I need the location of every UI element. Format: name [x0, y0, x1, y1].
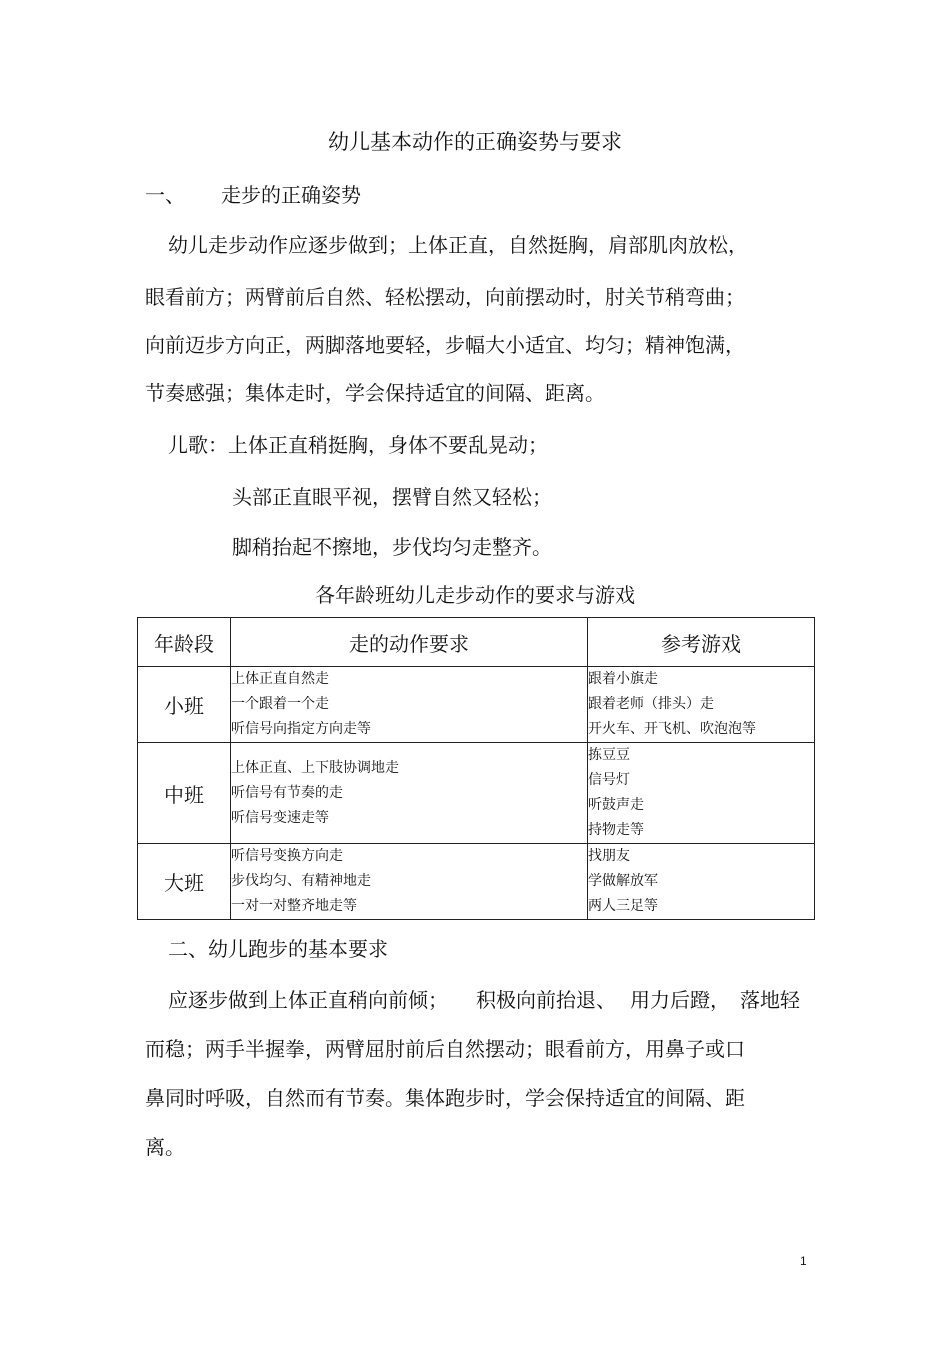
table-row — [138, 743, 815, 844]
header-requirements: 走的动作要求 — [231, 618, 588, 667]
run-paragraph-line-4: 离。 — [145, 1135, 185, 1159]
table-caption: 各年龄班幼儿走步动作的要求与游戏 — [315, 583, 635, 607]
walk-paragraph-line-2: 眼看前方；两臂前后自然、轻松摆动，向前摆动时，肘关节稍弯曲； — [145, 285, 745, 309]
table-header-row — [138, 618, 815, 667]
age-group-cell: 大班 — [138, 844, 231, 920]
page-title: 幼儿基本动作的正确姿势与要求 — [328, 130, 622, 154]
section-1-heading — [145, 179, 361, 208]
table-row — [138, 844, 815, 920]
table-row — [138, 667, 815, 743]
section-2-heading: 二、幼儿跑步的基本要求 — [168, 937, 388, 961]
rhyme-label: 儿歌： — [168, 433, 228, 457]
run-paragraph-line-1d: 落地轻 — [740, 988, 800, 1012]
run-paragraph-line-1c: 用力后蹬， — [630, 988, 730, 1012]
requirements-cell: 听信号变换方向走 步伐均匀、有精神地走 一对一对整齐地走等 — [231, 844, 588, 920]
requirements-cell: 上体正直、上下肢协调地走 听信号有节奏的走 听信号变速走等 — [231, 743, 588, 844]
rhyme-line-2: 头部正直眼平视，摆臂自然又轻松； — [232, 485, 552, 509]
run-paragraph-line-2: 而稳；两手半握拳，两臂屈肘前后自然摆动；眼看前方，用鼻子或口 — [145, 1037, 745, 1061]
walk-paragraph-line-1: 幼儿走步动作应逐步做到；上体正直，自然挺胸，肩部肌肉放松， — [168, 233, 748, 257]
age-group-cell: 小班 — [138, 667, 231, 743]
games-cell: 跟着小旗走 跟着老师（排头）走 开火车、开飞机、吹泡泡等 — [588, 667, 815, 743]
games-cell: 找朋友 学做解放军 两人三足等 — [588, 844, 815, 920]
page-number: 1 — [800, 1254, 807, 1268]
run-paragraph-line-1a: 应逐步做到上体正直稍向前倾； — [168, 988, 448, 1012]
header-games: 参考游戏 — [588, 618, 815, 667]
games-cell: 拣豆豆 信号灯 听鼓声走 持物走等 — [588, 743, 815, 844]
run-paragraph-line-3: 鼻同时呼吸，自然而有节奏。集体跑步时，学会保持适宜的间隔、距 — [145, 1086, 745, 1110]
header-age: 年龄段 — [138, 618, 231, 667]
requirements-cell: 上体正直自然走 一个跟着一个走 听信号向指定方向走等 — [231, 667, 588, 743]
section-1-number: 一、 — [145, 183, 185, 207]
rhyme-line-1: 儿歌：上体正直稍挺胸，身体不要乱晃动； — [168, 433, 548, 457]
rhyme-line-3: 脚稍抬起不擦地，步伐均匀走整齐。 — [232, 535, 552, 559]
run-paragraph-line-1b: 积极向前抬退、 — [476, 988, 616, 1012]
walking-requirements-table — [137, 617, 815, 920]
age-group-cell: 中班 — [138, 743, 231, 844]
walk-paragraph-line-4: 节奏感强；集体走时，学会保持适宜的间隔、距离。 — [145, 381, 605, 405]
walk-paragraph-line-3: 向前迈步方向正，两脚落地要轻，步幅大小适宜、均匀；精神饱满， — [145, 333, 745, 357]
section-1-title: 走步的正确姿势 — [221, 183, 361, 207]
